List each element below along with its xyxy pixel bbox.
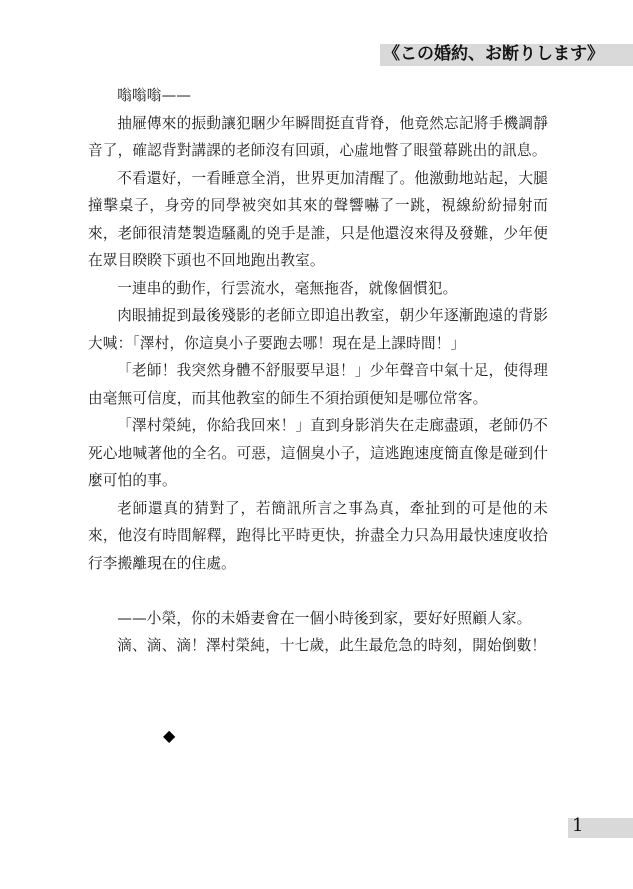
book-title-header: 《この婚約、お断りします》 bbox=[383, 44, 604, 64]
chapter-body bbox=[88, 82, 548, 660]
paragraph-8: 老師還真的猜對了，若簡訊所言之事為真，牽扯到的可是他的未來，他沒有時間解釋，跑得比平時更快，拚盡全力只為用最快速度收拾行李搬離現在的住處。 bbox=[88, 499, 548, 572]
paragraph-2: 抽屜傳來的振動讓犯睏少年瞬間挺直背脊，他竟然忘記將手機調靜音了，確認背對講課的老師沒有回頭，心虛地瞥了眼螢幕跳出的訊息。 bbox=[88, 114, 548, 159]
paragraph-4: 一連串的動作，行雲流水，毫無拖沓，就像個慣犯。 bbox=[117, 279, 458, 297]
page-number: 1 bbox=[572, 815, 584, 836]
paragraph-9: ——小榮，你的未婚妻會在一個小時後到家，要好好照顧人家。 bbox=[117, 609, 532, 627]
paragraph-7: 「澤村榮純，你給我回來！」直到身影消失在走廊盡頭，老師仍不死心地喊著他的全名。可惡，這個臭小子，這逃跑速度簡直像是碰到什麼可怕的事。 bbox=[88, 417, 548, 489]
paragraph-10: 滴、滴、滴！澤村榮純，十七歲，此生最危急的時刻，開始倒數！ bbox=[117, 637, 547, 654]
paragraph-3: 不看還好，一看睡意全消，世界更加清醒了。他激動地站起，大腿撞擊桌子，身旁的同學被突如其來的聲響嚇了一跳，視線紛紛掃射而來，老師很清楚製造騷亂的兇手是誰，只是他還沒來得及發難，少年便在眾目睽睽下頭也不回地跑出教室。 bbox=[88, 169, 548, 269]
paragraph-1: 嗡嗡嗡—— bbox=[117, 87, 192, 104]
paragraph-gap bbox=[88, 577, 548, 605]
section-separator-diamond: ◆ bbox=[163, 726, 176, 745]
paragraph-6: 「老師！我突然身體不舒服要早退！」少年聲音中氣十足，使得理由毫無可信度，而其他教室的師生不須抬頭便知是哪位常客。 bbox=[88, 362, 548, 407]
paragraph-5: 肉眼捕捉到最後殘影的老師立即追出教室，朝少年逐漸跑遠的背影大喊：「澤村，你這臭小子要跑去哪！現在是上課時間！」 bbox=[88, 307, 548, 352]
